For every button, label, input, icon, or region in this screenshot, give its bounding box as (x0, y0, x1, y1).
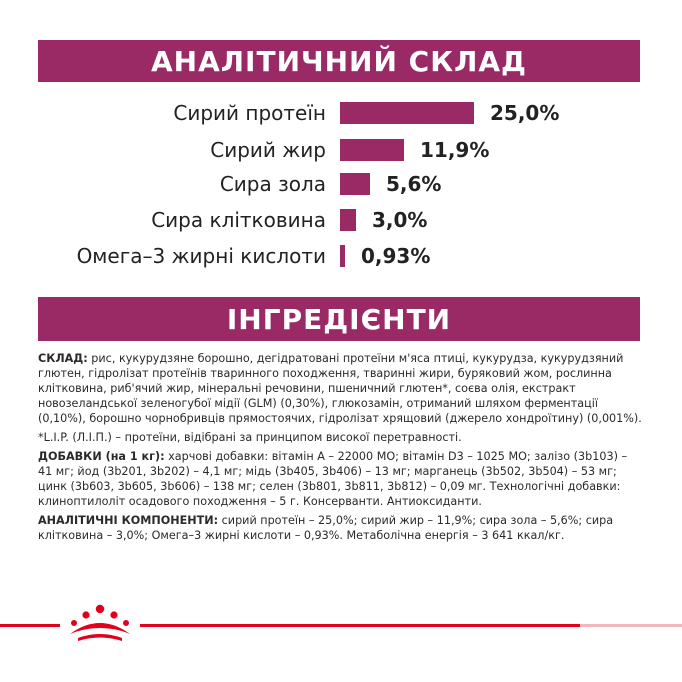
components-label: АНАЛІТИЧНІ КОМПОНЕНТИ: (38, 514, 219, 527)
components-paragraph (38, 513, 642, 543)
analysis-bar (340, 245, 345, 267)
analytical-composition-banner (38, 40, 640, 82)
components-text: сирий протеїн – 25,0%; сирий жир – 11,9%; сира зола – 5,6%; сира клітковина – 3,0%; Омега–3 жирні кислоти – 0,93%. Метаболічна енергія – 3 641 ккал/кг. (38, 514, 614, 542)
analytical-composition-title: АНАЛІТИЧНИЙ СКЛАД (151, 44, 527, 78)
analysis-value: 5,6% (386, 172, 442, 196)
additives-text: харчові добавки: вітамін А – 22000 МО; вітамін D3 – 1025 МО; залізо (3b103) – 41 мг; йод (3b201, 3b202) – 4,1 мг; мідь (3b405, 3b406) – 13 мг; марганець (3b502, 3b504) – 53 мг; цинк (3b603, 3b605, 3b606) – 138 мг; селен (3b801, 3b811, 3b812) – 0,09 мг. Технологічні добавки: клиноптилоліт осадового походження – 5 г. Консерванти. Антиоксиданти. (38, 450, 628, 508)
ingredients-title: ІНГРЕДІЄНТИ (226, 302, 452, 336)
analysis-value: 0,93% (361, 244, 431, 268)
composition-text: рис, кукурудзяне борошно, дегідратовані протеїни м'яса птиці, кукурудза, кукурудзяний глютен, гідролізат протеїнів тваринного походження, тваринні жири, буряковий жом, рослинна клітковина, риб'ячий жир, мінеральні речовини, пшеничний глютен*, соєва олія, екстракт новозеландської зеленогубої мідії (GLM) (0,30%), глюкозамін, отриманий шляхом ферментації (0,10%), борошно чорнобривців прямостоячих, гідролізат хрящовий (джерело хондроїтину) (0,001%). (38, 352, 642, 425)
analysis-row-ash (0, 167, 682, 201)
brand-stripe-fade (580, 624, 682, 627)
analysis-bar (340, 139, 404, 161)
composition-label: СКЛАД: (38, 352, 88, 365)
lip-footnote: *L.I.P. (Л.І.П.) – протеїни, відібрані за принципом високої перетравності. (38, 431, 462, 444)
analysis-value: 3,0% (372, 208, 428, 232)
analysis-bar (340, 173, 370, 195)
analysis-label: Омега–3 жирні кислоти (76, 244, 326, 268)
analysis-value: 25,0% (490, 101, 560, 125)
ingredients-banner (38, 297, 640, 341)
analysis-bar (340, 102, 474, 124)
analysis-row-fat (0, 133, 682, 167)
analysis-label: Сирий жир (210, 138, 326, 162)
analysis-label: Сира зола (219, 172, 326, 196)
analysis-row-omega3 (0, 239, 682, 273)
analysis-bar (340, 209, 356, 231)
composition-paragraph (38, 351, 642, 426)
additives-label: ДОБАВКИ (на 1 кг): (38, 450, 165, 463)
analysis-row-fibre (0, 203, 682, 237)
additives-paragraph (38, 449, 642, 509)
ingredients-text-block (38, 351, 642, 547)
analysis-label: Сирий протеїн (173, 101, 326, 125)
analysis-label: Сира клітковина (151, 208, 326, 232)
royal-canin-crown-icon (60, 598, 140, 644)
analysis-row-protein (0, 96, 682, 130)
analysis-value: 11,9% (420, 138, 490, 162)
